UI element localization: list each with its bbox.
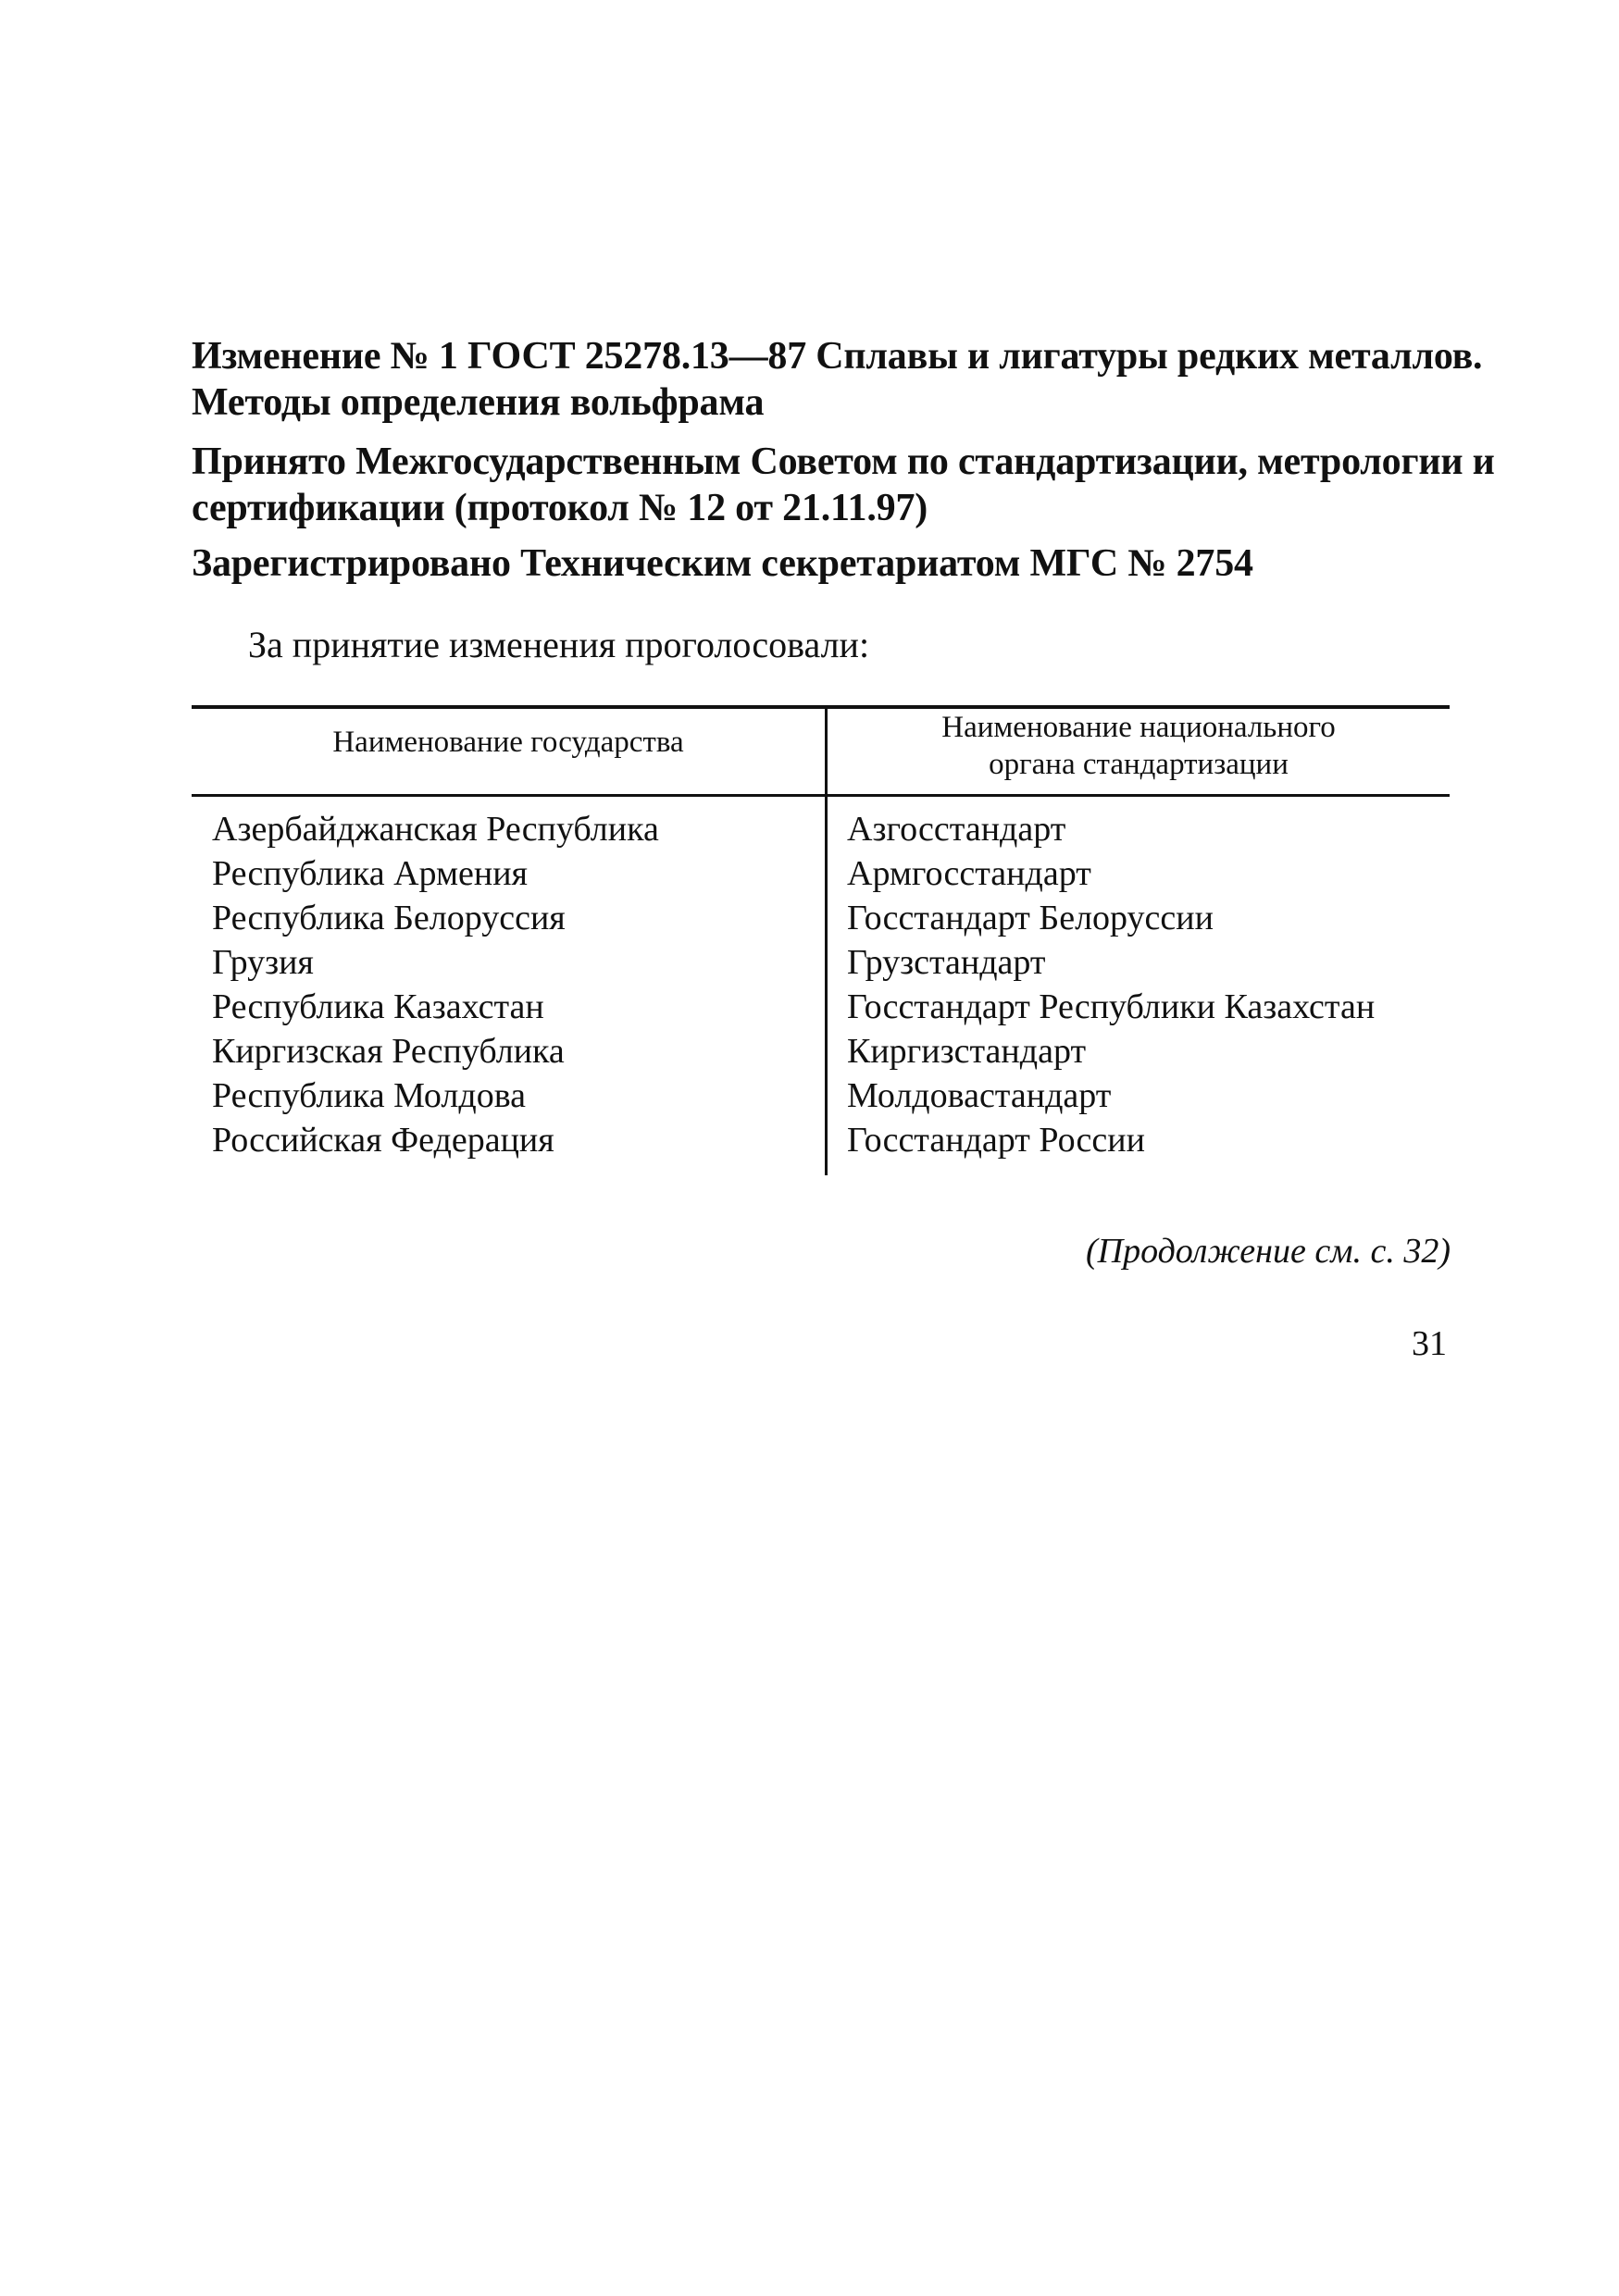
table-cell-standards-body: Азгосстандарт bbox=[847, 810, 1066, 849]
standards-body-column bbox=[847, 807, 1375, 1162]
table-cell-state: Республика Казахстан bbox=[212, 987, 544, 1026]
column-header-state: Наименование государства bbox=[332, 726, 684, 759]
table-cell-standards-body: Госстандарт Республики Казахстан bbox=[847, 987, 1376, 1026]
table-cell-standards-body: Госстандарт Белоруссии bbox=[847, 899, 1214, 937]
column-header-standards-body-line-1: Наименование национального bbox=[941, 711, 1336, 744]
registration-line: Зарегистрировано Техническим секретариатом МГС № 2754 bbox=[192, 542, 1253, 585]
column-header-standards-body-line-2: органа стандартизации bbox=[989, 748, 1289, 781]
column-header-standards-body bbox=[828, 709, 1450, 783]
table-cell-standards-body: Молдовастандарт bbox=[847, 1076, 1112, 1115]
adoption-line-1: Принято Межгосударственным Советом по стандартизации, метрологии и bbox=[192, 441, 1495, 483]
table-cell-standards-body: Армгосстандарт bbox=[847, 854, 1091, 893]
voting-intro: За принятие изменения проголосовали: bbox=[248, 624, 870, 665]
table-cell-state: Российская Федерация bbox=[212, 1121, 554, 1160]
page-number: 31 bbox=[1412, 1324, 1447, 1363]
table-cell-standards-body: Госстандарт России bbox=[847, 1121, 1145, 1160]
table-cell-standards-body: Киргизстандарт bbox=[847, 1032, 1087, 1071]
state-column bbox=[212, 807, 659, 1162]
table-cell-state: Азербайджанская Республика bbox=[212, 810, 659, 849]
table-header-rule bbox=[192, 794, 1450, 797]
table-cell-state: Республика Армения bbox=[212, 854, 529, 893]
table-cell-state: Республика Белоруссия bbox=[212, 899, 566, 937]
amendment-title-line-2: Методы определения вольфрама bbox=[192, 381, 765, 424]
table-cell-state: Грузия bbox=[212, 943, 314, 982]
adoption-line-2: сертификации (протокол № 12 от 21.11.97) bbox=[192, 487, 928, 529]
continuation-note: (Продолжение см. с. 32) bbox=[1085, 1232, 1451, 1271]
amendment-title-line-1: Изменение № 1 ГОСТ 25278.13—87 Сплавы и лигатуры редких металлов. bbox=[192, 335, 1483, 378]
table-cell-state: Киргизская Республика bbox=[212, 1032, 565, 1071]
table-cell-state: Республика Молдова bbox=[212, 1076, 527, 1115]
table-cell-standards-body: Грузстандарт bbox=[847, 943, 1046, 982]
